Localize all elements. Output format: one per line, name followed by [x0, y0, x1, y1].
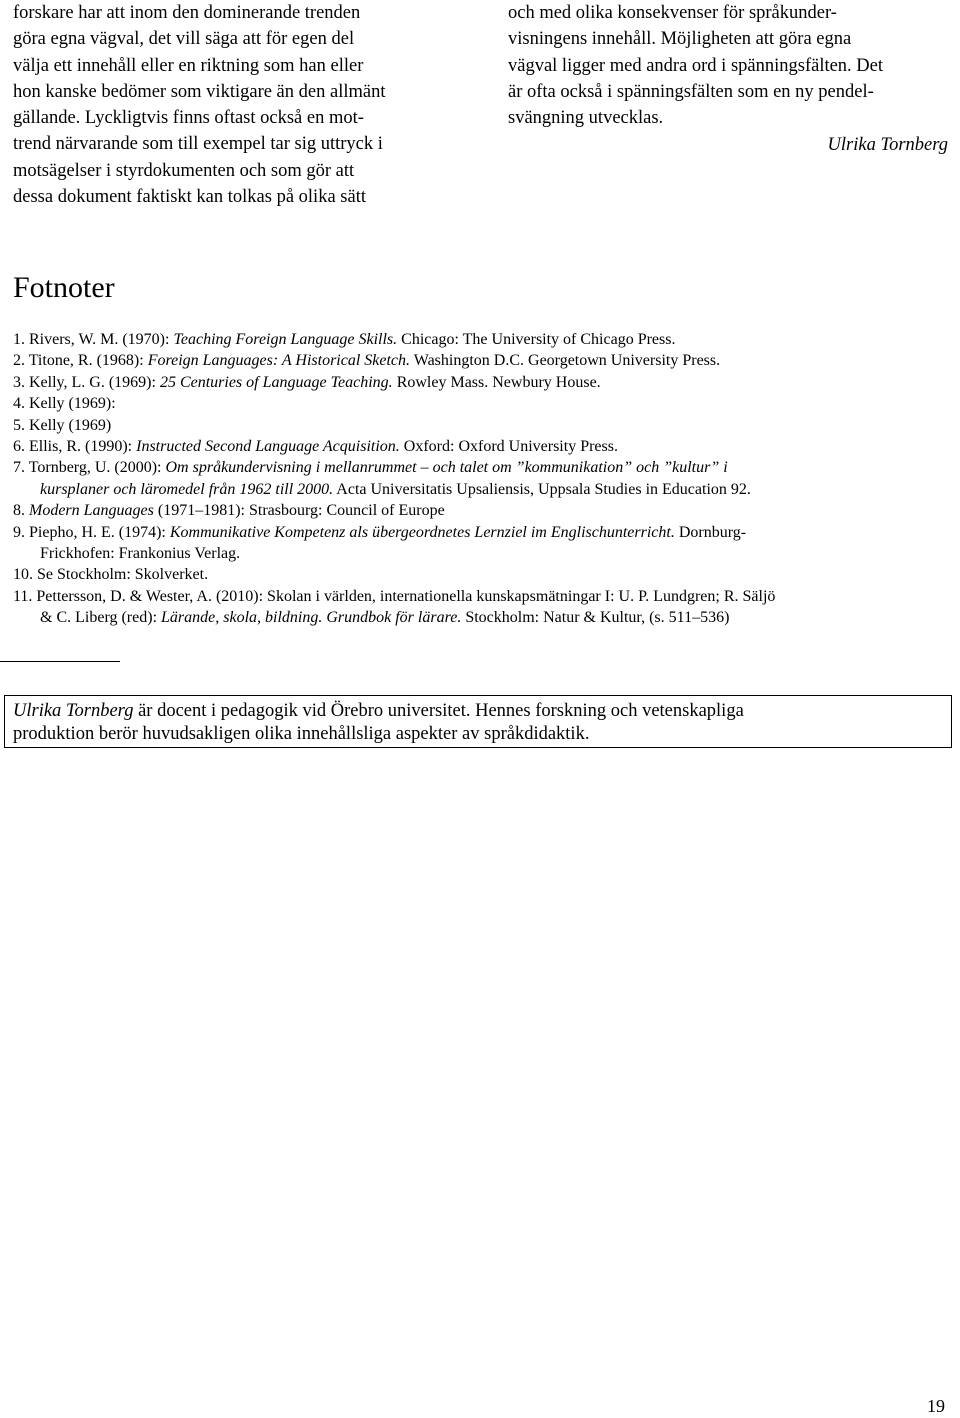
left-line: forskare har att inom den dominerande trenden [13, 3, 361, 23]
right-line: svängning utvecklas. [508, 108, 664, 129]
footnote-number: 6. [13, 438, 25, 456]
footnote-text: Frickhofen: Frankonius Verlag. [40, 545, 241, 563]
left-line: välja ett innehåll eller en riktning som han eller [13, 55, 364, 76]
left-column-text [13, 0, 463, 210]
footnote-number: 4. [13, 395, 25, 413]
footnote-line [13, 586, 943, 607]
author-signature: Ulrika Tornberg [827, 135, 948, 156]
page-number: 19 [927, 1396, 945, 1416]
author-bio-box [4, 695, 952, 748]
right-line: visningens innehåll. Möjligheten att göra egna [508, 29, 852, 50]
footnote-line [13, 564, 943, 585]
footnote-title: Teaching Foreign Language Skills. [173, 331, 398, 348]
left-line: trend närvarande som till exempel tar sig uttryck i [13, 134, 383, 155]
bio-author-name: Ulrika Tornberg [13, 701, 134, 721]
bio-line-1 [13, 700, 943, 723]
footnote-publisher: Stockholm: Natur & Kultur, (s. 511–536) [461, 609, 730, 627]
footnote-publisher: Oxford: Oxford University Press. [399, 438, 618, 456]
right-column-text [508, 0, 948, 159]
right-line: vägval ligger med andra ord i spänningsfälten. Det [508, 55, 884, 76]
footnote-number: 9. [13, 523, 25, 541]
left-line: gällande. Lyckligtvis finns oftast också en mot- [13, 108, 364, 129]
footnote-text: Titone, R. (1968): [25, 352, 148, 370]
footnote-line [13, 393, 943, 414]
footnote-text: Rivers, W. M. (1970): [25, 331, 174, 348]
footnote-line [13, 479, 943, 500]
footnote-publisher: Acta Universitatis Upsaliensis, Uppsala Studies in Education 92. [333, 480, 751, 498]
footnote-title: Om språkundervisning i mellanrummet – och talet om ”kommunikation” och ”kultur” i [165, 459, 728, 477]
bio-line-2: produktion berör huvudsakligen olika innehållsliga aspekter av språkdidaktik. [13, 724, 590, 744]
footnote-title: 25 Centuries of Language Teaching. [159, 373, 393, 391]
footnotes-list [13, 329, 943, 629]
footnotes-heading: Fotnoter [13, 271, 115, 304]
footnote-number: 1. [13, 331, 25, 348]
footnote-number: 3. [13, 373, 25, 391]
footnote-publisher: Chicago: The University of Chicago Press. [397, 331, 676, 348]
footnote-text: Pettersson, D. & Wester, A. (2010): Skolan i världen, internationella kunskapsmätningar I: U. P. Lundgren; R. Säljö [32, 587, 776, 605]
footnote-number: 10. [13, 566, 33, 584]
bio-line-1-text: är docent i pedagogik vid Örebro universitet. Hennes forskning och vetenskapliga [133, 701, 744, 721]
footnote-text: Tornberg, U. (2000): [25, 459, 166, 477]
footnote-text: Kelly (1969): [25, 395, 116, 413]
footnote-number: 8. [13, 502, 25, 520]
footnote-line [13, 350, 943, 371]
footnote-text: Piepho, H. E. (1974): [25, 523, 170, 541]
footnote-publisher: (1971–1981): Strasbourg: Council of Europe [153, 502, 445, 520]
footnote-publisher: Dornburg- [674, 523, 747, 541]
left-line: motsägelser i styrdokumenten och som gör att [13, 160, 355, 181]
footnote-line [13, 543, 943, 564]
footnote-title: Kommunikative Kompetenz als übergeordnetes Lernziel im Englischunterricht. [169, 523, 675, 541]
divider-rule [0, 661, 120, 662]
left-line: hon kanske bedömer som viktigare än den allmänt [13, 81, 386, 102]
footnote-title: kursplaner och läromedel från 1962 till 2000. [40, 480, 334, 498]
footnote-title: Modern Languages [29, 502, 154, 520]
left-line: göra egna vägval, det vill säga att för egen del [13, 29, 355, 50]
footnote-line [13, 607, 943, 628]
right-line: och med olika konsekvenser för språkunder- [508, 3, 837, 23]
footnote-line [13, 500, 943, 521]
footnote-line [13, 457, 943, 478]
footnote-title: Instructed Second Language Acquisition. [136, 438, 400, 456]
footnote-title: Lärande, skola, bildning. Grundbok för lärare. [161, 609, 462, 627]
footnote-publisher: Rowley Mass. Newbury House. [392, 373, 601, 391]
footnote-line [13, 522, 943, 543]
footnote-line [13, 415, 943, 436]
footnote-number: 2. [13, 352, 25, 370]
footnote-title: Foreign Languages: A Historical Sketch. [147, 352, 411, 370]
footnote-line [13, 372, 943, 393]
footnote-number: 5. [13, 416, 25, 434]
footnote-line [13, 436, 943, 457]
footnote-number: 11. [13, 587, 33, 605]
left-line: dessa dokument faktiskt kan tolkas på olika sätt [13, 187, 366, 208]
footnote-text: Se Stockholm: Skolverket. [33, 566, 209, 584]
footnote-text: Kelly, L. G. (1969): [25, 373, 160, 391]
footnote-text: & C. Liberg (red): [40, 609, 162, 627]
footnote-line [13, 329, 943, 350]
right-line: är ofta också i spänningsfälten som en ny pendel- [508, 81, 874, 102]
footnote-number: 7. [13, 459, 25, 477]
footnote-publisher: Washington D.C. Georgetown University Press. [410, 352, 721, 370]
footnote-text: Kelly (1969) [25, 416, 112, 434]
footnote-text: Ellis, R. (1990): [25, 438, 137, 456]
